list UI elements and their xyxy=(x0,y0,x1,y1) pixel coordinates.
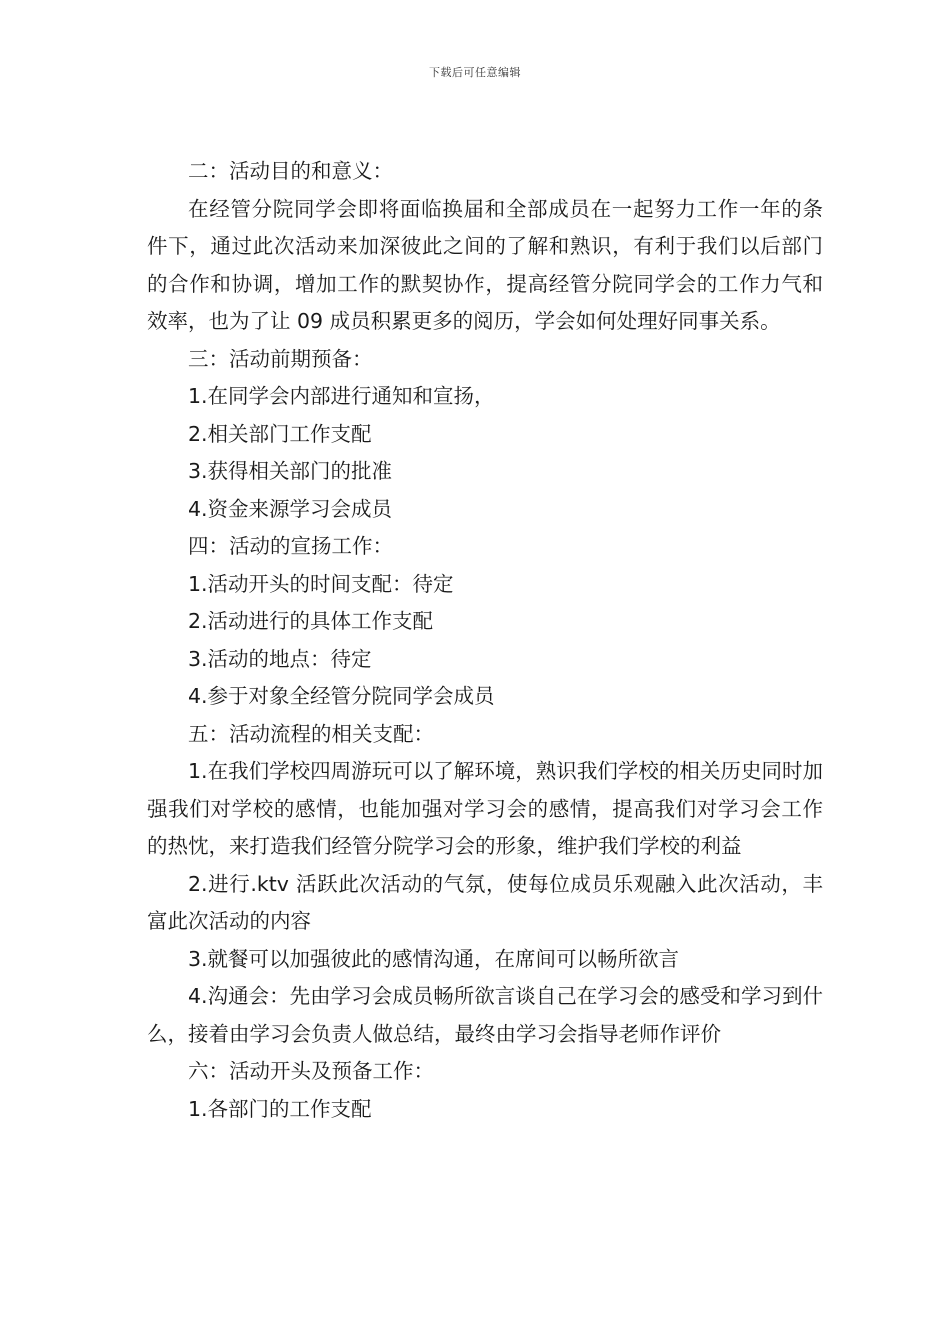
list-item: 3.获得相关部门的批准 xyxy=(188,459,393,483)
list-item: 1.在我们学校四周游玩可以了解环境，熟识我们学校的相关历史同时加强我们对学校的感情，也能加强对学习会的感情，提高我们对学习会工作的热忱，来打造我们经管分院学习会的形象，维护我们学校的利益 xyxy=(147,759,823,858)
document-body xyxy=(147,153,823,1128)
list-item: 3.活动的地点：待定 xyxy=(188,646,372,671)
list-item: 3.就餐可以加强彼此的感情沟通，在席间可以畅所欲言 xyxy=(188,946,680,971)
list-item: 4.资金来源学习会成员 xyxy=(188,496,393,521)
list-item: 4.沟通会：先由学习会成员畅所欲言谈自己在学习会的感受和学习到什么，接着由学习会负责人做总结，最终由学习会指导老师作评价 xyxy=(147,984,823,1046)
section-heading-preparation: 三：活动前期预备： xyxy=(188,346,373,371)
paragraph-purpose: 在经管分院同学会即将面临换届和全部成员在一起努力工作一年的条件下，通过此次活动来加深彼此之间的了解和熟识，有利于我们以后部门的合作和协调，增加工作的默契协作，提高经管分院同学会的工作力气和效率，也为了让 09 成员积累更多的阅历，学会如何处理好同事关系。 xyxy=(147,196,823,333)
list-item: 1.活动开头的时间支配：待定 xyxy=(188,571,454,596)
section-heading-start: 六：活动开头及预备工作： xyxy=(188,1059,434,1083)
list-item: 2.进行.ktv 活跃此次活动的气氛，使每位成员乐观融入此次活动，丰富此次活动的内容 xyxy=(147,871,823,933)
list-item: 2.相关部门工作支配 xyxy=(188,421,372,446)
section-heading-process: 五：活动流程的相关支配： xyxy=(188,721,434,746)
section-heading-purpose: 二：活动目的和意义： xyxy=(188,159,393,183)
list-item: 1.各部门的工作支配 xyxy=(188,1096,372,1121)
section-heading-promotion: 四：活动的宣扬工作： xyxy=(188,534,393,558)
list-item: 4.参于对象全经管分院同学会成员 xyxy=(188,684,495,708)
list-item: 2.活动进行的具体工作支配 xyxy=(188,609,434,633)
page-header: 下载后可任意编辑 xyxy=(429,66,521,79)
list-item: 1.在同学会内部进行通知和宣扬， xyxy=(188,384,495,408)
